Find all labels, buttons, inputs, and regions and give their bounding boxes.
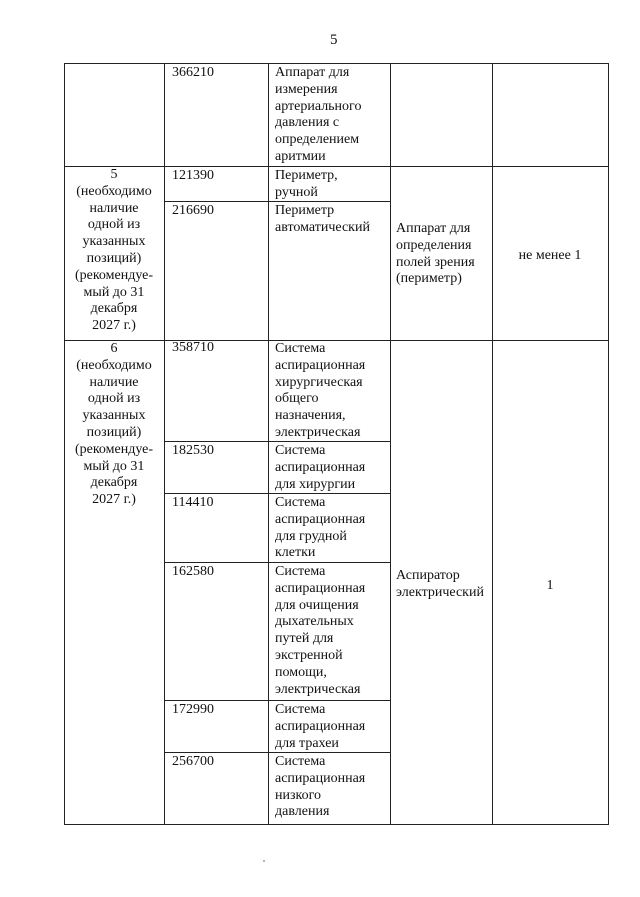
equipment-name: Аспиратор электрический [396, 568, 484, 600]
column-border [492, 63, 493, 825]
item-name: Система аспирационная для очищения дыхательных путей для экстренной помощи, электрическая [275, 564, 366, 697]
item-code: 121390 [172, 168, 214, 183]
table-top-border [64, 63, 609, 64]
column-border [268, 63, 269, 825]
item-name: Периметр, ручной [275, 168, 338, 200]
item-code: 114410 [172, 495, 214, 510]
page-number: 5 [330, 32, 338, 48]
item-name: Система аспирационная хирургическая общего назначения, электрическая [275, 341, 366, 440]
item-name: Система аспирационная для грудной клетки [275, 495, 366, 561]
quantity: 1 [546, 578, 554, 593]
item-code: 256700 [172, 754, 214, 769]
item-code: 358710 [172, 340, 214, 355]
item-name: Система аспирационная для хирургии [275, 443, 366, 492]
item-code: 216690 [172, 203, 214, 218]
item-name: Аппарат для измерения артериального давления с определением аритмии [275, 65, 362, 164]
quantity: не менее 1 [518, 248, 582, 263]
item-code: 172990 [172, 702, 214, 717]
item-name: Периметр автоматический [275, 203, 370, 235]
subrow-separator [164, 700, 390, 701]
item-code: 182530 [172, 443, 214, 458]
item-name: Система аспирационная низкого давления [275, 754, 366, 820]
row-number: 5 [110, 167, 118, 182]
table-bottom-border [64, 824, 609, 825]
item-name: Система аспирационная для трахеи [275, 702, 366, 751]
equipment-name: Аппарат для определения полей зрения (периметр) [396, 221, 475, 287]
row-number: 6 [110, 341, 118, 356]
column-border [390, 63, 391, 825]
item-code: 162580 [172, 564, 214, 579]
row-number-cell: 6 (необходимо наличие одной из указанных позиций) (рекомендуе- мый до 31 декабря 2027 г.) [64, 341, 164, 509]
column-border [164, 63, 165, 825]
column-border [608, 63, 609, 825]
item-code: 366210 [172, 65, 214, 80]
row-number-cell: 5 (необходимо наличие одной из указанных позиций) (рекомендуе- мый до 31 декабря 2027 г.) [64, 167, 164, 335]
scan-speck [263, 860, 265, 862]
